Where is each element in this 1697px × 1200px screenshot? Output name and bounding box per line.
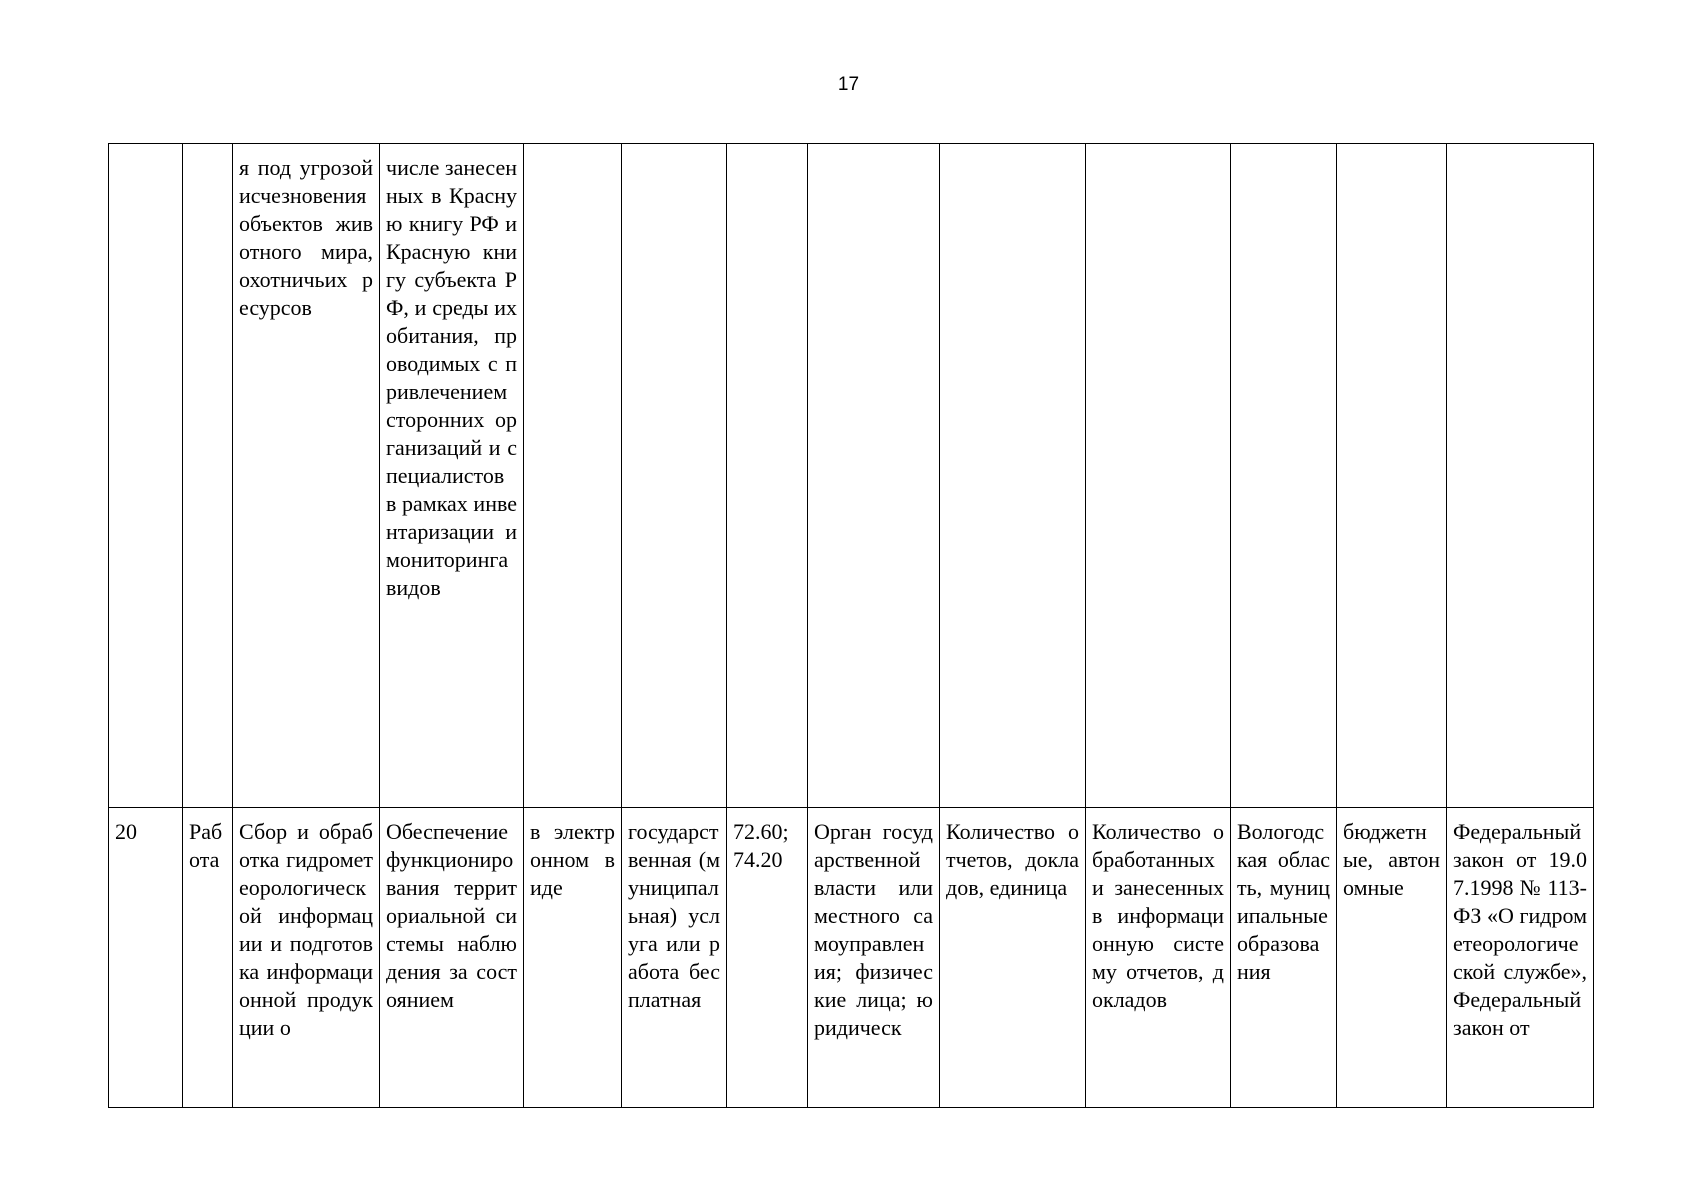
row-number-cell: 20 [109,808,183,1108]
institution-type-cell [1337,144,1447,808]
table-row [109,808,1594,1108]
form-cell [524,144,622,808]
volume-indicator-cell: Количество отчетов, докладов, единица [940,808,1086,1108]
service-type-cell [622,144,727,808]
territory-cell: Вологодская область, муниципальные образования [1231,808,1337,1108]
okved-code-cell [727,144,808,808]
quality-indicator-cell [1086,144,1231,808]
consumers-cell [808,144,940,808]
consumers-cell: Орган государственной власти или местного самоуправления; физические лица; юридическ [808,808,940,1108]
work-name-cell: Сбор и обработка гидрометеорологической информации и подготовка информационной продукции о [233,808,380,1108]
type-cell: Работа [183,808,233,1108]
page-number: 17 [837,74,860,95]
content-cell: числе занесенных в Красную книгу РФ и Красную книгу субъекта РФ, и среды их обитания, проводимых с привлечением сторонних организаций и специалистов в рамках инвентаризации и мониторинга видов [380,144,524,808]
registry-table [108,143,1594,1108]
content-cell: Обеспечение функционирования территориальной системы наблюдения за состоянием [380,808,524,1108]
territory-cell [1231,144,1337,808]
okved-code-cell: 72.60; 74.20 [727,808,808,1108]
volume-indicator-cell [940,144,1086,808]
type-cell [183,144,233,808]
service-type-cell: государственная (муниципальная) услуга или работа бесплатная [622,808,727,1108]
form-cell: в электронном виде [524,808,622,1108]
institution-type-cell: бюджетные, автономные [1337,808,1447,1108]
quality-indicator-cell: Количество обработанных и занесенных в информационную систему отчетов, докладов [1086,808,1231,1108]
row-number-cell [109,144,183,808]
legal-basis-cell: Федеральный закон от 19.07.1998 № 113-ФЗ «О гидрометеорологической службе», Федеральный закон от [1447,808,1594,1108]
legal-basis-cell [1447,144,1594,808]
work-name-cell: я под угрозой исчезновения объектов животного мира, охотничьих ресурсов [233,144,380,808]
table-row [109,144,1594,808]
